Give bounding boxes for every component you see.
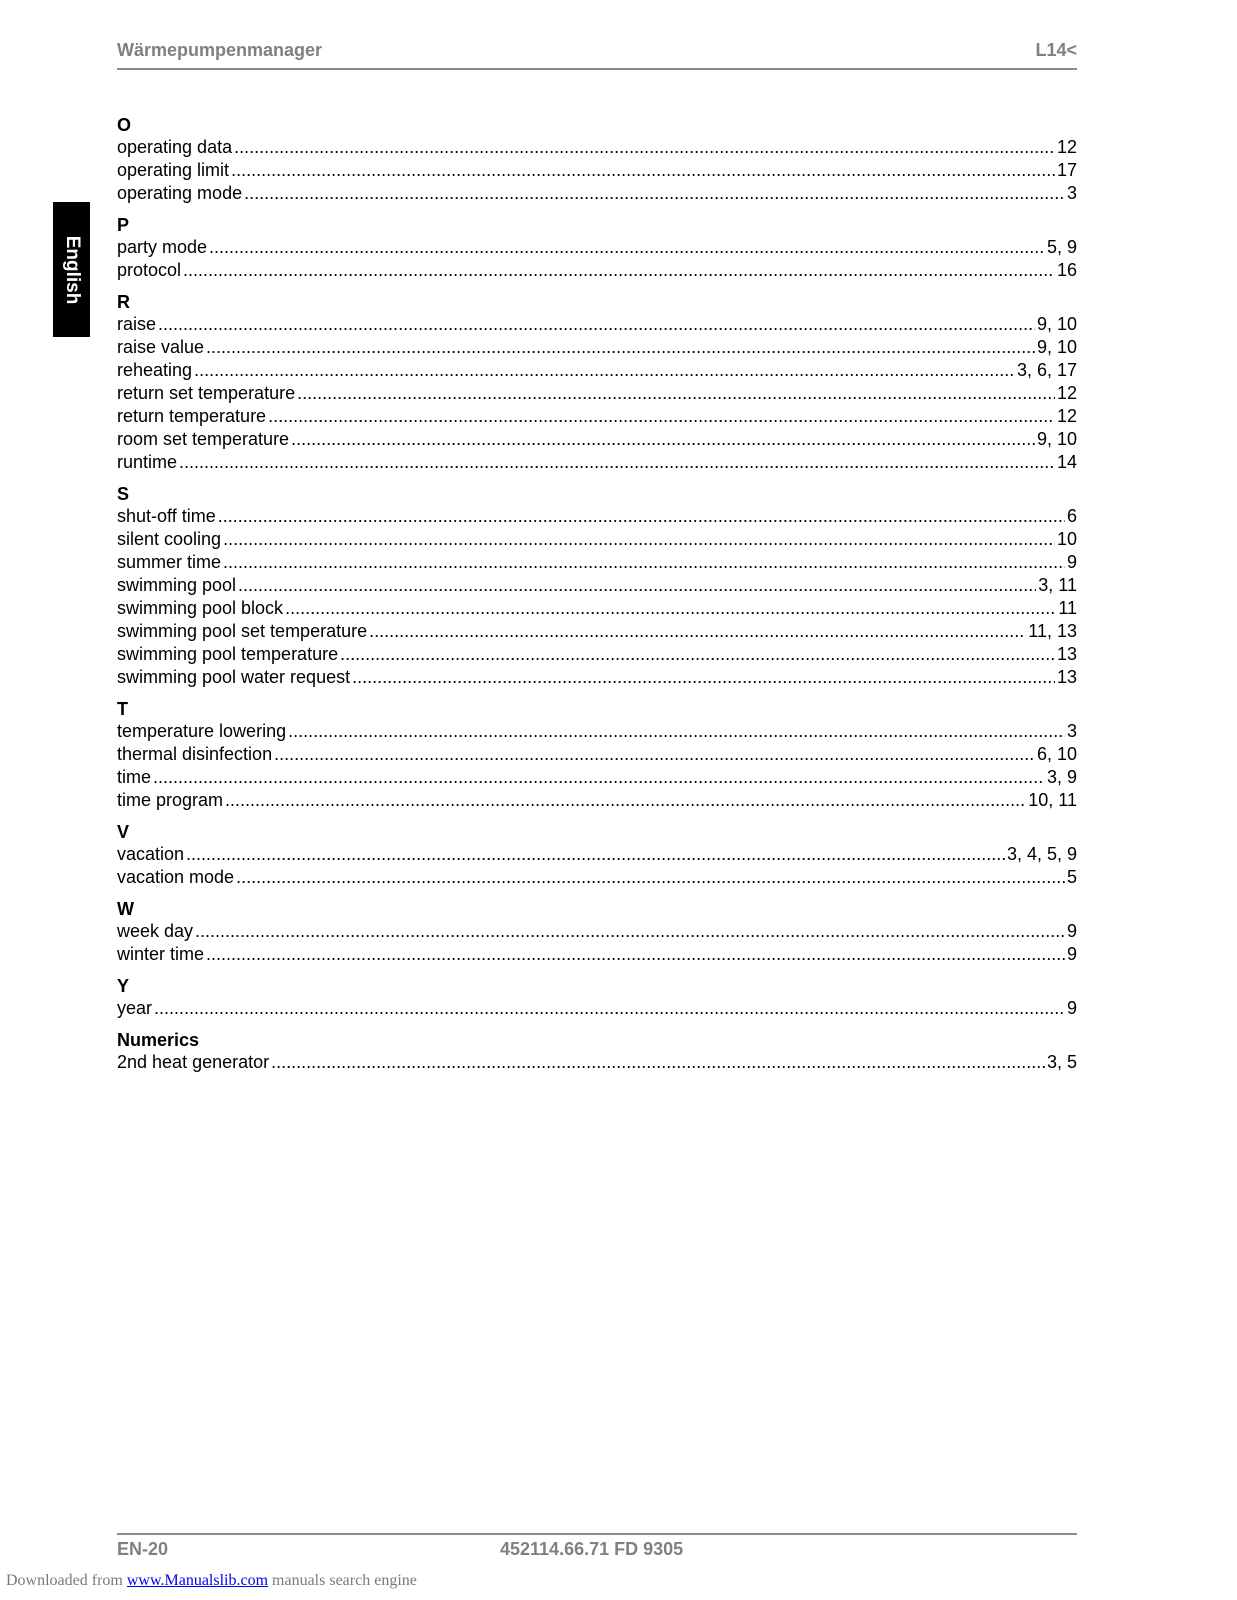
index-entry [117,574,1077,597]
index-section [117,896,1077,966]
entry-pages: 16 [1056,260,1077,280]
dot-leader [154,997,1065,1020]
index-entry [117,866,1077,889]
dot-leader [268,405,1055,428]
entry-pages: 11, 13 [1028,621,1077,641]
entry-pages: 3, 9 [1046,767,1077,787]
index-entry [117,528,1077,551]
index-section [117,819,1077,889]
index-entry [117,789,1077,812]
dot-leader [291,428,1035,451]
index-section [117,973,1077,1020]
dot-leader [195,920,1065,943]
header-title: Wärmepumpenmanager [117,40,323,60]
entry-pages: 5 [1066,867,1077,887]
index-entry [117,313,1077,336]
entry-pages: 9 [1066,552,1077,572]
dot-leader [238,574,1036,597]
entry-term: swimming pool set temperature [117,621,368,641]
dot-leader [158,313,1035,336]
dot-leader [271,1051,1045,1074]
entry-pages: 6 [1066,506,1077,526]
index-entry [117,182,1077,205]
entry-pages: 6, 10 [1036,744,1077,764]
dot-leader [297,382,1055,405]
entry-pages: 3 [1066,721,1077,741]
section-letter: O [117,115,132,135]
index-entry [117,643,1077,666]
entry-term: time [117,767,152,787]
dot-leader [183,259,1055,282]
index-entry [117,1051,1077,1074]
entry-term: return temperature [117,406,267,426]
entry-pages: 11 [1058,598,1077,618]
entry-pages: 17 [1056,160,1077,180]
section-letter: R [117,292,130,312]
entry-term: summer time [117,552,222,572]
entry-term: week day [117,921,194,941]
dot-leader [288,720,1065,743]
dot-leader [244,182,1065,205]
index-entry [117,666,1077,689]
dot-leader [225,789,1026,812]
entry-term: party mode [117,237,208,257]
manualslib-link[interactable]: www.Manualslib.com [126,1572,269,1589]
index-entry [117,505,1077,528]
section-letter: W [117,899,134,919]
dot-leader [209,236,1045,259]
index-entry [117,428,1077,451]
index-section [117,1027,1077,1074]
index-entry [117,551,1077,574]
entry-term: reheating [117,360,193,380]
entry-term: swimming pool block [117,598,284,618]
entry-term: raise [117,314,157,334]
download-prefix: Downloaded from [6,1572,127,1589]
dot-leader [179,451,1055,474]
entry-pages: 3, 11 [1038,575,1077,595]
entry-pages: 14 [1056,452,1077,472]
entry-term: winter time [117,944,205,964]
entry-pages: 12 [1056,383,1077,403]
dot-leader [206,336,1035,359]
index-section [117,481,1077,689]
language-tab [53,202,90,337]
section-letter: Y [117,976,130,996]
entry-pages: 3, 6, 17 [1016,360,1077,380]
dot-leader [186,843,1005,866]
entry-pages: 9, 10 [1036,314,1077,334]
index-entry [117,336,1077,359]
dot-leader [223,551,1065,574]
page-header [117,38,1077,70]
dot-leader [285,597,1056,620]
index-entry [117,766,1077,789]
index-entry [117,920,1077,943]
dot-leader [231,159,1055,182]
entry-term: vacation [117,844,185,864]
entry-term: time program [117,790,224,810]
index-entry [117,382,1077,405]
dot-leader [352,666,1055,689]
entry-pages: 10, 11 [1028,790,1077,810]
footer-document-number: 452114.66.71 FD 9305 [500,1539,684,1559]
index-entry [117,359,1077,382]
entry-term: protocol [117,260,182,280]
entry-pages: 3 [1066,183,1077,203]
entry-pages: 10 [1056,529,1077,549]
entry-term: silent cooling [117,529,222,549]
index-entry [117,743,1077,766]
entry-term: runtime [117,452,178,472]
index-entry [117,405,1077,428]
entry-term: swimming pool [117,575,237,595]
index-section [117,289,1077,474]
section-letter: P [117,215,130,235]
dot-leader [369,620,1026,643]
dot-leader [274,743,1035,766]
footer-page-number: EN-20 [117,1539,169,1559]
entry-term: swimming pool water request [117,667,351,687]
index-entry [117,159,1077,182]
entry-term: 2nd heat generator [117,1052,270,1072]
entry-term: thermal disinfection [117,744,273,764]
section-letter: T [117,699,128,719]
entry-term: operating limit [117,160,230,180]
entry-pages: 12 [1056,137,1077,157]
entry-term: vacation mode [117,867,235,887]
index-entry [117,620,1077,643]
header-model: L14< [1035,40,1077,60]
download-notice [6,1572,417,1590]
dot-leader [223,528,1055,551]
dot-leader [194,359,1015,382]
entry-pages: 9 [1066,944,1077,964]
dot-leader [218,505,1065,528]
index-section [117,212,1077,282]
entry-term: swimming pool temperature [117,644,339,664]
section-letter: V [117,822,130,842]
section-letter: Numerics [117,1030,200,1050]
entry-pages: 9 [1066,998,1077,1018]
section-letter: S [117,484,130,504]
entry-term: raise value [117,337,205,357]
index-entry [117,259,1077,282]
entry-pages: 5, 9 [1046,237,1077,257]
index-entry [117,843,1077,866]
index-entry [117,236,1077,259]
index-section [117,696,1077,812]
language-tab-label: English [61,235,83,304]
entry-pages: 3, 4, 5, 9 [1006,844,1077,864]
index-entry [117,136,1077,159]
index-entry [117,451,1077,474]
entry-pages: 9 [1066,921,1077,941]
index-entry [117,720,1077,743]
entry-term: operating data [117,137,233,157]
entry-term: return set temperature [117,383,296,403]
index-list [117,112,1077,1081]
entry-pages: 13 [1056,644,1077,664]
index-entry [117,943,1077,966]
index-entry [117,997,1077,1020]
index-entry [117,597,1077,620]
entry-term: room set temperature [117,429,290,449]
entry-pages: 13 [1056,667,1077,687]
index-section [117,112,1077,205]
page-footer [117,1533,1077,1561]
download-suffix: manuals search engine [268,1572,417,1589]
entry-pages: 9, 10 [1036,429,1077,449]
dot-leader [236,866,1065,889]
dot-leader [206,943,1065,966]
dot-leader [340,643,1055,666]
entry-term: operating mode [117,183,243,203]
entry-pages: 3, 5 [1046,1052,1077,1072]
entry-pages: 9, 10 [1036,337,1077,357]
dot-leader [234,136,1055,159]
entry-term: shut-off time [117,506,216,526]
entry-term: year [117,998,153,1018]
entry-term: temperature lowering [117,721,287,741]
dot-leader [153,766,1045,789]
entry-pages: 12 [1056,406,1077,426]
